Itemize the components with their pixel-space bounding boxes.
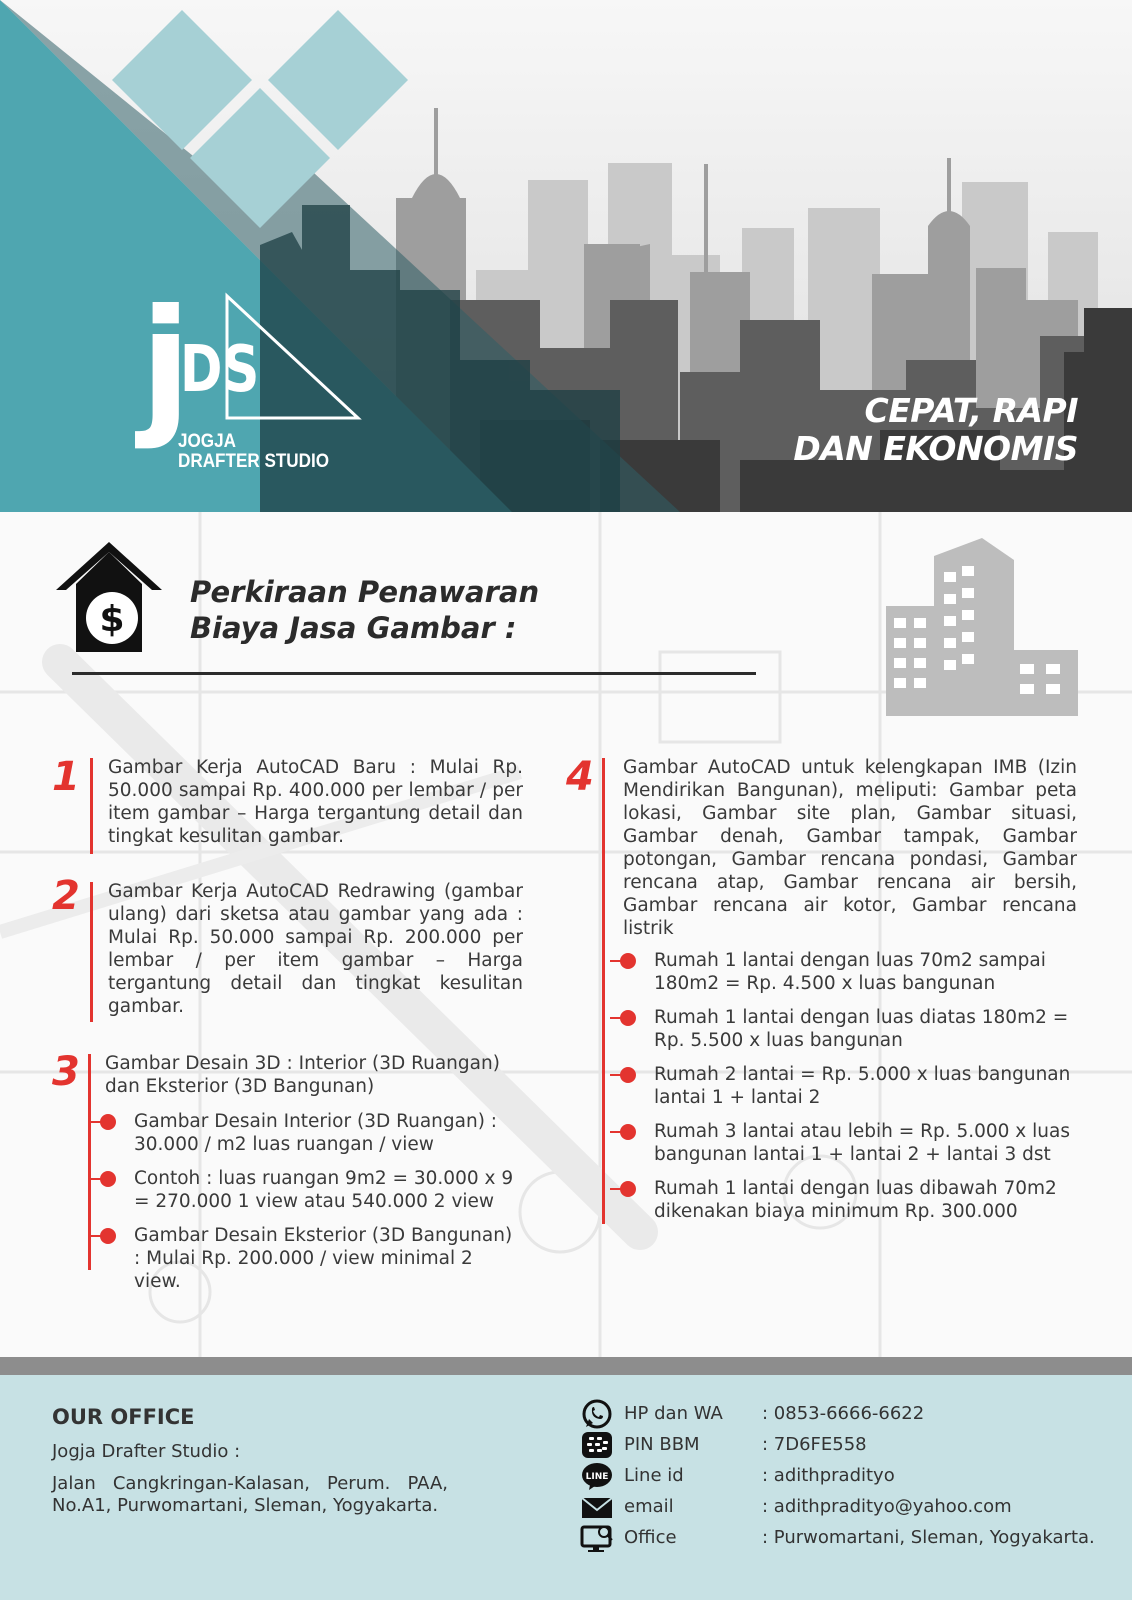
item-text: Gambar Kerja AutoCAD Baru : Mulai Rp. 50.000 sampai Rp. 400.000 per lembar / per item gambar – Harga tergantung detail dan tingkat kesulitan gambar. bbox=[108, 757, 523, 847]
svg-text:$: $ bbox=[99, 599, 125, 640]
footer-divider-strip bbox=[0, 1357, 1132, 1375]
office-icon bbox=[580, 1523, 614, 1553]
contact-label: Office bbox=[624, 1527, 677, 1548]
office-company-name: Jogja Drafter Studio : bbox=[52, 1441, 241, 1462]
item-text: Gambar Kerja AutoCAD Redrawing (gambar ulang) dari sketsa atau gambar yang ada : Mulai Rp. 50.000 sampai Rp. 200.000 per lembar / per item gambar – Harga tergantung detail dan tingkat kesulitan gambar. bbox=[108, 881, 523, 1017]
item-divider bbox=[602, 758, 605, 1224]
tagline-line-1: CEPAT, RAPI bbox=[864, 391, 1078, 430]
pricing-section bbox=[0, 512, 1132, 1357]
contact-row-office bbox=[580, 1523, 1100, 1554]
bullet-text: Rumah 1 lantai dengan luas diatas 180m2 = Rp. 5.500 x luas bangunan bbox=[654, 1007, 1069, 1051]
contact-value: : 0853-6666-6622 bbox=[762, 1403, 925, 1424]
title-line-2: Biaya Jasa Gambar : bbox=[190, 611, 517, 645]
bullet-text: Rumah 1 lantai dengan luas dibawah 70m2 dikenakan biaya minimum Rp. 300.000 bbox=[654, 1178, 1057, 1222]
footer bbox=[0, 1375, 1132, 1600]
whatsapp-icon bbox=[580, 1399, 614, 1429]
bullet-dot-icon bbox=[100, 1114, 116, 1130]
item-bullet-list bbox=[104, 1110, 524, 1304]
office-address: Jalan Cangkringan-Kalasan, Perum. PAA, No.A1, Purwomartani, Sleman, Yogyakarta. bbox=[52, 1473, 448, 1516]
list-item bbox=[624, 1177, 1078, 1223]
office-heading: OUR OFFICE bbox=[52, 1405, 195, 1429]
bullet-text: Rumah 3 lantai atau lebih = Rp. 5.000 x luas bangunan lantai 1 + lantai 2 + lantai 3 dst bbox=[654, 1121, 1070, 1165]
tagline-line-2: DAN EKONOMIS bbox=[793, 429, 1078, 468]
contact-label: HP dan WA bbox=[624, 1403, 723, 1424]
contact-value: : 7D6FE558 bbox=[762, 1434, 867, 1455]
contact-row-email bbox=[580, 1492, 1100, 1523]
bullet-dot-icon bbox=[620, 953, 636, 969]
hero-banner bbox=[0, 0, 1132, 512]
office-building-icon bbox=[886, 538, 1078, 720]
tagline bbox=[793, 392, 1078, 468]
logo-j: j bbox=[140, 278, 188, 452]
contact-value: : Purwomartani, Sleman, Yogyakarta. bbox=[762, 1527, 1095, 1548]
title-underline bbox=[72, 672, 756, 675]
bullet-dot-icon bbox=[620, 1067, 636, 1083]
bullet-dot-icon bbox=[620, 1124, 636, 1140]
item-number: 2 bbox=[52, 873, 80, 919]
house-dollar-icon bbox=[52, 538, 166, 656]
bullet-dot-icon bbox=[100, 1171, 116, 1187]
bullet-dot-icon bbox=[100, 1228, 116, 1244]
blackberry-icon bbox=[580, 1430, 614, 1460]
line-icon bbox=[580, 1461, 614, 1491]
item-divider bbox=[90, 758, 93, 854]
contact-row-phone bbox=[580, 1399, 1100, 1430]
bullet-dot-icon bbox=[620, 1181, 636, 1197]
contact-label: email bbox=[624, 1496, 674, 1517]
item-text: Gambar AutoCAD untuk kelengkapan IMB (Izin Mendirikan Bangunan), meliputi: Gambar peta lokasi, Gambar site plan, Gambar situasi, Gambar denah, Gambar tampak, Gambar potongan, Gambar rencana pondasi, Gambar rencana atap, Gambar rencana air bersih, Gambar rencana air kotor, Gambar rencana listrik bbox=[623, 757, 1077, 939]
list-item bbox=[624, 949, 1078, 995]
contact-row-bbm bbox=[580, 1430, 1100, 1461]
item-divider bbox=[88, 1054, 91, 1270]
contact-label: Line id bbox=[624, 1465, 684, 1486]
logo-ds: DS bbox=[180, 333, 260, 407]
item-text: Gambar Desain 3D : Interior (3D Ruangan) dan Eksterior (3D Bangunan) bbox=[105, 1053, 500, 1097]
list-item bbox=[624, 1006, 1078, 1052]
svg-text:LINE: LINE bbox=[585, 1472, 609, 1482]
contact-row-line bbox=[580, 1461, 1100, 1492]
bullet-text: Rumah 2 lantai = Rp. 5.000 x luas bangunan lantai 1 + lantai 2 bbox=[654, 1064, 1071, 1108]
list-item bbox=[104, 1167, 524, 1213]
logo-line-1: JOGJA bbox=[178, 431, 236, 452]
contact-label: PIN BBM bbox=[624, 1434, 700, 1455]
bullet-text: Contoh : luas ruangan 9m2 = 30.000 x 9 = 270.000 1 view atau 540.000 2 view bbox=[134, 1168, 514, 1212]
logo-line-2: DRAFTER STUDIO bbox=[178, 451, 330, 472]
jds-logo bbox=[140, 278, 370, 480]
list-item bbox=[104, 1224, 524, 1293]
logo-brand-name bbox=[178, 432, 329, 472]
bullet-text: Gambar Desain Eksterior (3D Bangunan) : Mulai Rp. 200.000 / view minimal 2 view. bbox=[134, 1225, 513, 1292]
bullet-text: Rumah 1 lantai dengan luas 70m2 sampai 180m2 = Rp. 4.500 x luas bangunan bbox=[654, 950, 1046, 994]
contact-value: : adithpradityo@yahoo.com bbox=[762, 1496, 1012, 1517]
item-number: 3 bbox=[52, 1049, 80, 1095]
list-item bbox=[624, 1063, 1078, 1109]
mail-icon bbox=[580, 1492, 614, 1522]
list-item bbox=[624, 1120, 1078, 1166]
item-number: 4 bbox=[566, 754, 594, 800]
item-bullet-list bbox=[624, 949, 1078, 1234]
bullet-text: Gambar Desain Interior (3D Ruangan) : 30.000 / m2 luas ruangan / view bbox=[134, 1111, 498, 1155]
title-line-1: Perkiraan Penawaran bbox=[190, 575, 540, 609]
list-item bbox=[104, 1110, 524, 1156]
contact-list bbox=[580, 1399, 1100, 1554]
page-title bbox=[190, 574, 539, 646]
item-number: 1 bbox=[52, 754, 80, 800]
item-divider bbox=[90, 882, 93, 1022]
bullet-dot-icon bbox=[620, 1010, 636, 1026]
contact-value: : adithpradityo bbox=[762, 1465, 895, 1486]
